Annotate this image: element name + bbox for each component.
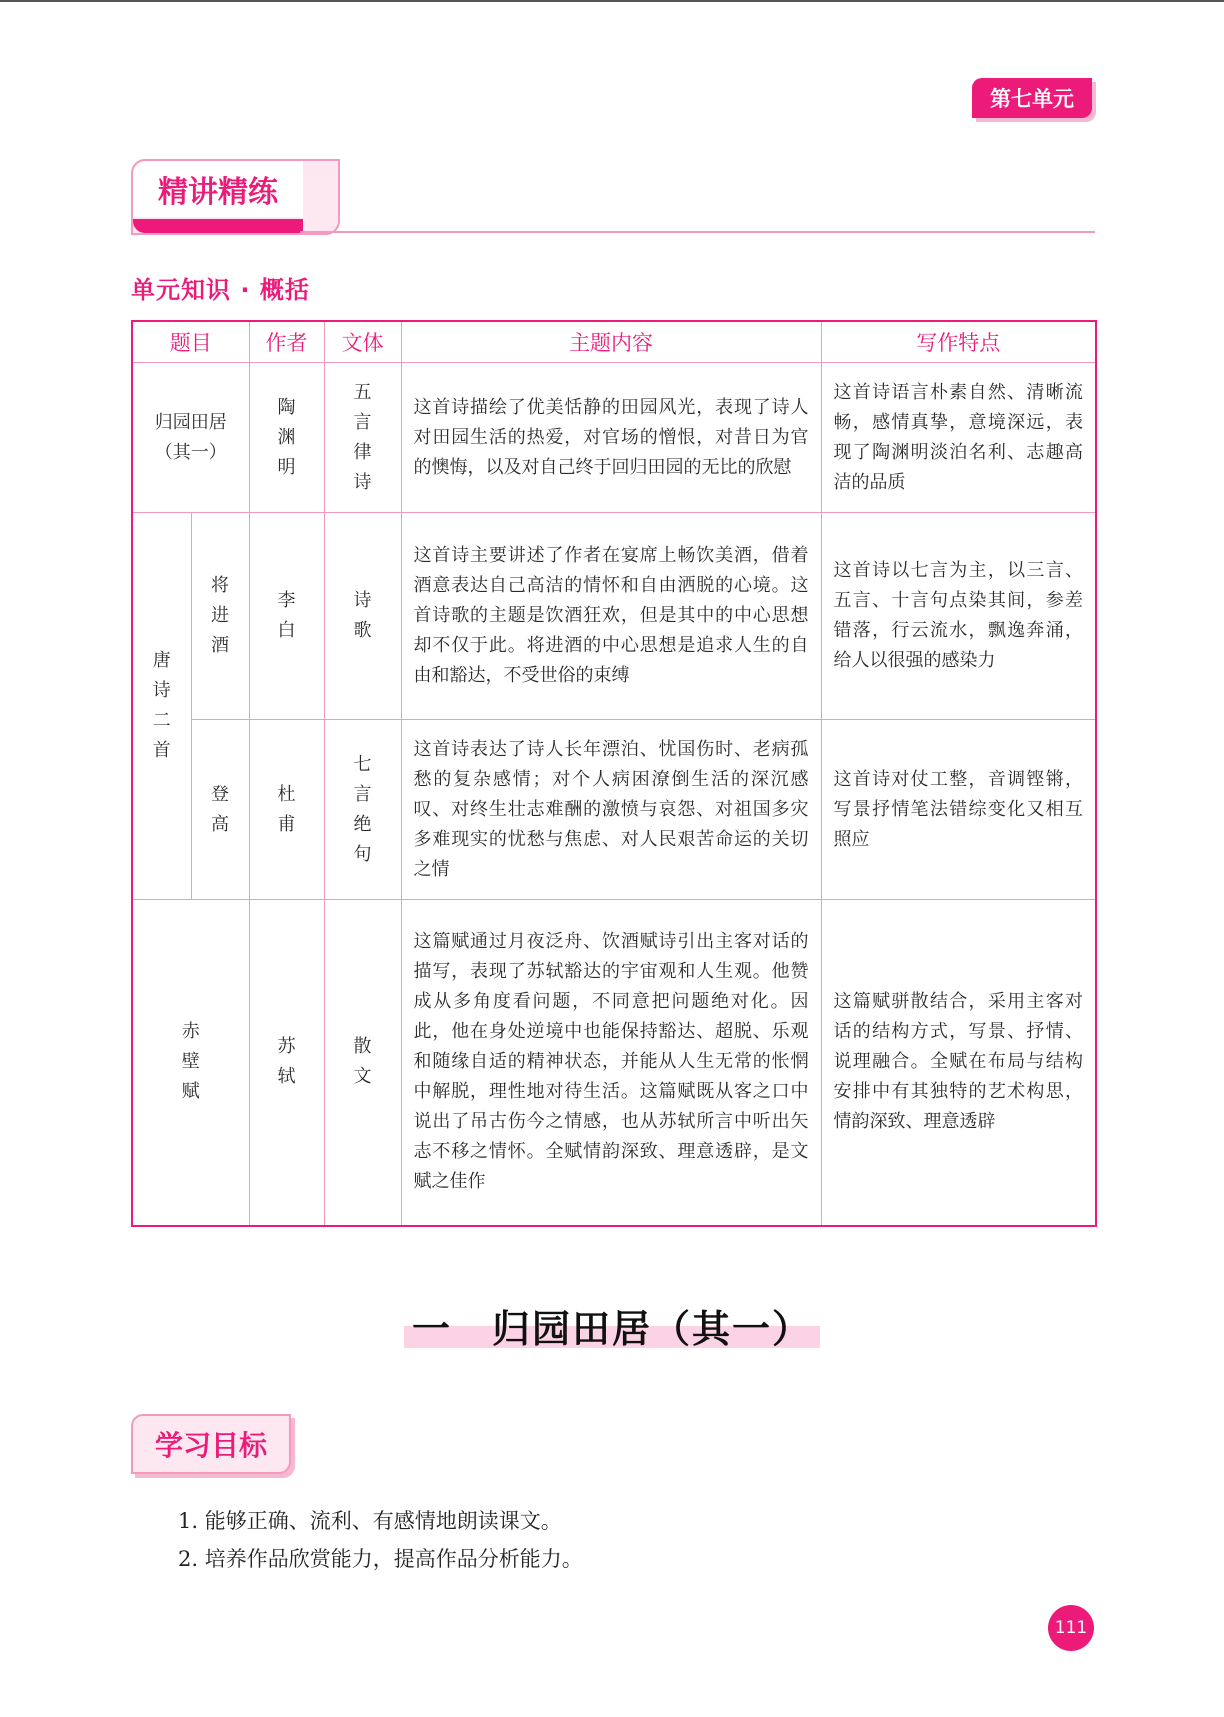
header-genre: 文体 [324,321,401,363]
learning-goals-list [178,1502,583,1578]
lesson-title [404,1298,820,1350]
list-item: 2. 培养作品欣赏能力，提高作品分析能力。 [178,1547,583,1571]
section-banner [131,159,340,235]
cell-features: 这首诗以七言为主，以三言、五言、十言句点染其间，参差错落，行云流水，飘逸奔涌，给人以很强的感染力 [821,513,1096,720]
cell-theme: 这首诗表达了诗人长年漂泊、忧国伤时、老病孤愁的复杂感情；对个人病困潦倒生活的深沉感叹、对终生壮志难酬的激愤与哀怨、对祖国多灾多难现实的忧愁与焦虑、对人民艰苦命运的关切之情 [401,720,821,900]
table-row [132,900,1096,1226]
cell-features: 这首诗语言朴素自然、清晰流畅，感情真挚，意境深远，表现了陶渊明淡泊名利、志趣高洁的品质 [821,363,1096,513]
table-row [132,720,1096,900]
cell-genre: 散文 [324,900,401,1226]
cell-group: 唐诗二首 [132,513,191,900]
cell-title: 登高 [191,720,249,900]
cell-author: 杜甫 [249,720,324,900]
table-header-row [132,321,1096,363]
header-features: 写作特点 [821,321,1096,363]
top-border-line [0,0,1224,2]
cell-theme: 这篇赋通过月夜泛舟、饮酒赋诗引出主客对话的描写，表现了苏轼豁达的宇宙观和人生观。他赞成从多角度看问题，不同意把问题绝对化。因此，他在身处逆境中也能保持豁达、超脱、乐观和随缘自适的精神状态，并能从人生无常的怅惘中解脱，理性地对待生活。这篇赋既从客之口中说出了吊古伤今之情感，也从苏轼所言中听出矢志不移之情怀。全赋情韵深致、理意透辟，是文赋之佳作 [401,900,821,1226]
header-title: 题目 [132,321,249,363]
table-row [132,363,1096,513]
lesson-title-text: 一 归园田居（其一） [411,1307,812,1351]
header-author: 作者 [249,321,324,363]
cell-genre: 五言律诗 [324,363,401,513]
unit-summary-table [131,320,1097,1227]
cell-features: 这篇赋骈散结合，采用主客对话的结构方式，写景、抒情、说理融合。全赋在布局与结构安排中有其独特的艺术构思，情韵深致、理意透辟 [821,900,1096,1226]
cell-features: 这首诗对仗工整，音调铿锵，写景抒情笔法错综变化又相互照应 [821,720,1096,900]
section-banner-bar [133,219,303,233]
cell-author: 李白 [249,513,324,720]
learning-goals-banner: 学习目标 [131,1414,291,1474]
page-number: 111 [1048,1605,1094,1651]
section-banner-label: 精讲精练 [133,161,303,217]
cell-title: 将进酒 [191,513,249,720]
list-item: 1. 能够正确、流利、有感情地朗读课文。 [178,1509,562,1533]
section-divider [300,231,1095,233]
cell-title: 归园田居（其一） [132,363,249,513]
cell-theme: 这首诗描绘了优美恬静的田园风光，表现了诗人对田园生活的热爱，对官场的憎恨，对昔日为官的懊悔，以及对自己终于回归田园的无比的欣慰 [401,363,821,513]
table-row [132,513,1096,720]
cell-genre: 七言绝句 [324,720,401,900]
cell-author: 陶渊明 [249,363,324,513]
cell-genre: 诗歌 [324,513,401,720]
header-theme: 主题内容 [401,321,821,363]
cell-title: 赤壁赋 [132,900,249,1226]
cell-theme: 这首诗主要讲述了作者在宴席上畅饮美酒，借着酒意表达自己高洁的情怀和自由洒脱的心境。这首诗歌的主题是饮酒狂欢，但是其中的中心思想却不仅于此。将进酒的中心思想是追求人生的自由和豁达，不受世俗的束缚 [401,513,821,720]
unit-tag: 第七单元 [972,78,1092,118]
unit-summary-heading: 单元知识 · 概括 [131,276,310,304]
cell-author: 苏轼 [249,900,324,1226]
